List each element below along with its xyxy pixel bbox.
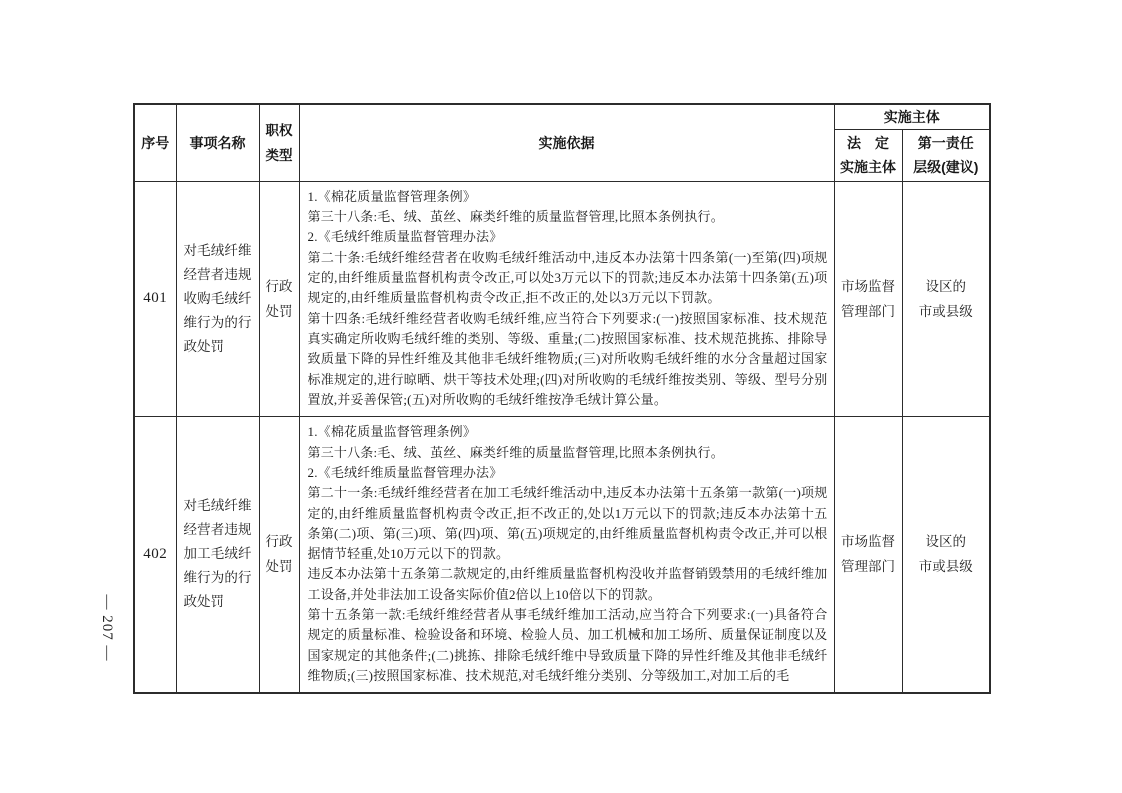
basis-paragraph: 第十五条第一款:毛绒纤维经营者从事毛绒纤维加工活动,应当符合下列要求:(一)具备符合规定的质量标准、检验设备和环境、检验人员、加工机械和加工场所、质量保证制度以及国家规定的其他条件;(二)挑拣、排除毛绒纤维中导致质量下降的异性纤维及其他非毛绒纤维物质;(三)按照国家标准、技术规范,对毛绒纤维分类别、分等级加工,对加工后的毛 [307, 606, 828, 683]
basis-cell [299, 416, 834, 693]
basis-paragraph: 第二十一条:毛绒纤维经营者在加工毛绒纤维活动中,违反本办法第十五条第一款第(一)项规定的,由纤维质量监督机构责令改正,拒不改正的,处以1万元以下的罚款;违反本办法第十五条第(二)项、第(三)项、第(四)项、第(五)项规定的,由纤维质量监督机构责令改正,并可以根据情节轻重,处10万元以下的罚款。 [307, 485, 828, 562]
page-number: — 207 — [99, 594, 115, 662]
authority-type-line1: 行政 [265, 534, 293, 550]
basis-paragraph: 1.《棉花质量监督管理条例》 [307, 424, 477, 440]
seq-cell: 402 [134, 416, 176, 693]
col-header-seq: 序号 [134, 104, 176, 181]
basis-cell [299, 181, 834, 416]
basis-text-block [308, 187, 828, 410]
col-header-basis: 实施依据 [299, 104, 834, 181]
legal-subject-line1: 市场监督 [841, 534, 895, 550]
first-level-line1: 设区的 [925, 534, 966, 550]
col-header-authority-type [259, 104, 299, 181]
first-level-line2: 市或县级 [918, 303, 973, 319]
legal-subject-line1: 市场监督 [841, 278, 895, 294]
col-header-first-level-line1: 第一责任 [917, 135, 974, 151]
basis-text-block [308, 422, 828, 686]
col-header-first-level [902, 129, 990, 181]
col-header-first-level-line2: 层级(建议) [913, 159, 979, 175]
first-level-line2: 市或县级 [918, 559, 973, 575]
item-name-text: 对毛绒纤维经营者违规加工毛绒纤维行为的行政处罚 [183, 498, 252, 610]
table-row-401 [134, 181, 990, 416]
basis-paragraph: 第三十八条:毛、绒、茧丝、麻类纤维的质量监督管理,比照本条例执行。 [307, 209, 724, 225]
legal-subject-line2: 管理部门 [841, 303, 895, 319]
legal-subject-cell [834, 181, 902, 416]
item-name-text: 对毛绒纤维经营者违规收购毛绒纤维行为的行政处罚 [183, 242, 252, 354]
authority-type-cell [259, 181, 299, 416]
authority-type-line1: 行政 [265, 278, 293, 294]
header-row-top [134, 104, 990, 129]
authority-type-line2: 处罚 [265, 303, 293, 319]
col-header-authority-type-line1: 职权 [265, 122, 293, 138]
item-name-cell [176, 181, 259, 416]
authority-type-line2: 处罚 [265, 559, 293, 575]
col-header-item-name: 事项名称 [176, 104, 259, 181]
authority-type-cell [259, 416, 299, 693]
seq-cell: 401 [134, 181, 176, 416]
basis-paragraph: 违反本办法第十五条第二款规定的,由纤维质量监督机构没收并监督销毁禁用的毛绒纤维加工设备,并处非法加工设备实际价值2倍以上10倍以下的罚款。 [307, 566, 828, 602]
first-level-cell [902, 416, 990, 693]
penalty-items-table [133, 103, 991, 694]
basis-paragraph: 2.《毛绒纤维质量监督管理办法》 [307, 229, 503, 245]
basis-paragraph: 第十四条:毛绒纤维经营者收购毛绒纤维,应当符合下列要求:(一)按照国家标准、技术规范真实确定所收购毛绒纤维的类别、等级、重量;(二)按照国家标准、技术规范挑拣、排除导致质量下降的异性纤维及其他非毛绒纤维物质;(三)对所收购毛绒纤维的水分含量超过国家标准规定的,进行晾晒、烘干等技术处理;(四)对所收购的毛绒纤维按类别、等级、型号分别置放,并妥善保管;(五)对所收购的毛绒纤维按净毛绒计算公量。 [307, 310, 828, 407]
first-level-cell [902, 181, 990, 416]
basis-paragraph: 2.《毛绒纤维质量监督管理办法》 [307, 464, 503, 480]
table-row-402 [134, 416, 990, 693]
basis-paragraph: 第三十八条:毛、绒、茧丝、麻类纤维的质量监督管理,比照本条例执行。 [307, 444, 724, 460]
col-header-legal-subject-line1: 法 定 [847, 135, 889, 151]
legal-subject-cell [834, 416, 902, 693]
basis-paragraph: 第二十条:毛绒纤维经营者在收购毛绒纤维活动中,违反本办法第十四条第(一)至第(四)项规定的,由纤维质量监督机构责令改正,可以处3万元以下的罚款;违反本办法第十四条第(五)项规定的,由纤维质量监督机构责令改正,拒不改正的,处以3万元以下罚款。 [307, 249, 828, 306]
legal-subject-line2: 管理部门 [841, 559, 895, 575]
col-header-legal-subject-line2: 实施主体 [840, 159, 896, 175]
col-header-authority-type-line2: 类型 [265, 147, 293, 163]
col-header-legal-subject [834, 129, 902, 181]
basis-paragraph: 1.《棉花质量监督管理条例》 [307, 188, 477, 204]
item-name-cell [176, 416, 259, 693]
first-level-line1: 设区的 [925, 278, 966, 294]
col-header-subject-group: 实施主体 [834, 104, 990, 129]
